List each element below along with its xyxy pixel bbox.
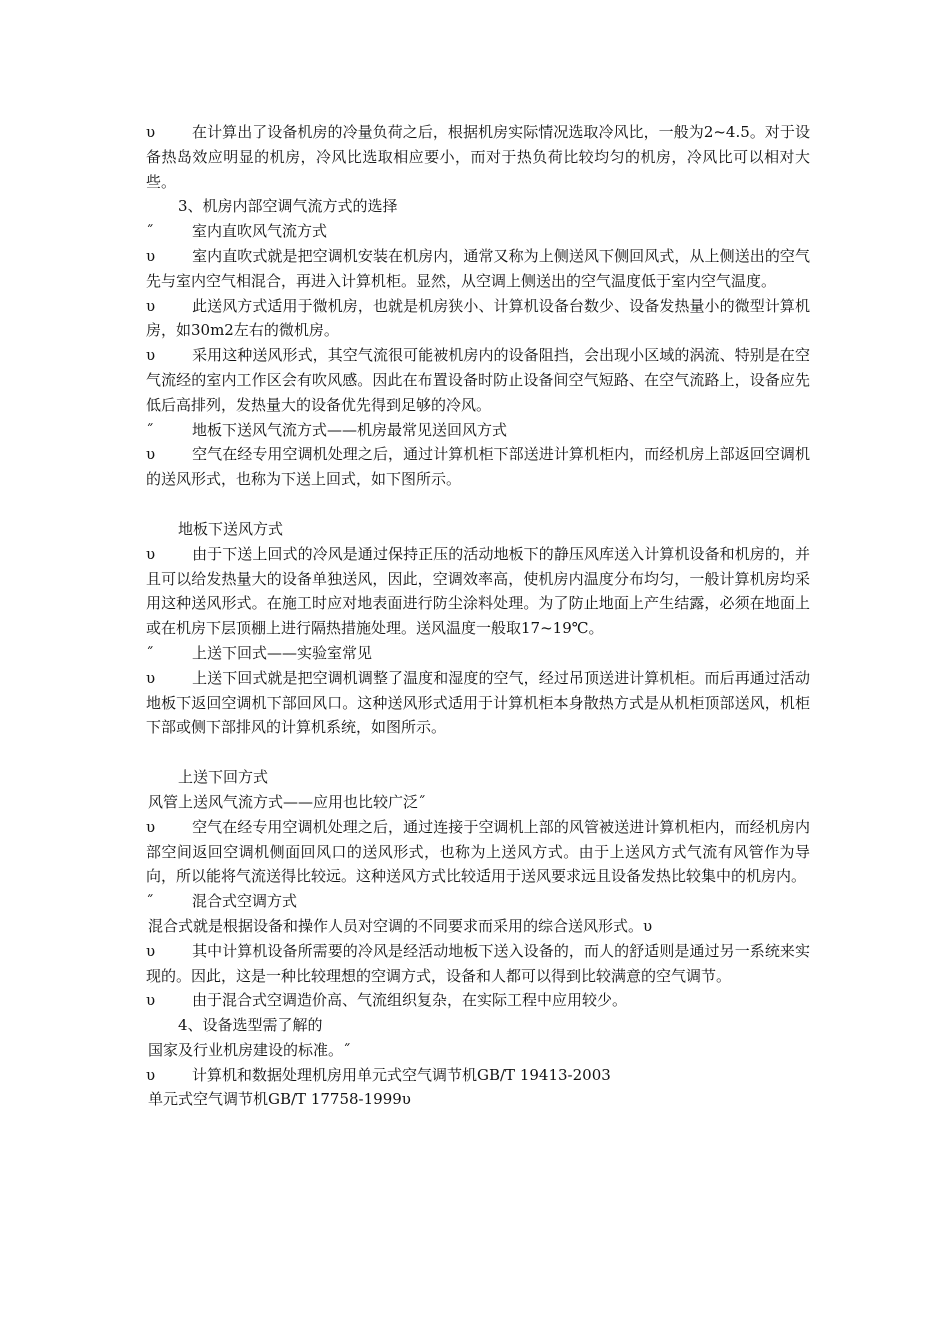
paragraph-text: 空气在经专用空调机处理之后，通过连接于空调机上部的风管被送进计算机柜内，而经机房内部空间返回空调机侧面回风口的送风形式，也称为上送风方式。由于上送风方式气流有风管作为导向，所以能将气流送得比较远。这种送风方式比较适用于送风要求远且设备发热比较集中的机房内。 <box>146 817 810 886</box>
bullet: ˝ <box>146 643 154 662</box>
bullet: ˝ <box>146 222 154 241</box>
heading-text: 3、机房内部空调气流方式的选择 <box>178 197 398 216</box>
paragraph <box>146 914 810 939</box>
heading-text: 4、设备选型需了解的 <box>178 1016 323 1035</box>
section-heading <box>146 1013 810 1038</box>
paragraph-text: 其中计算机设备所需要的冷风是经活动地板下送入设备的，而人的舒适则是通过另一系统来实现的。因此，这是一种比较理想的空调方式，设备和人都可以得到比较满意的空气调节。 <box>146 941 810 985</box>
figure-caption <box>146 765 810 790</box>
paragraph-text: 由于下送上回式的冷风是通过保持正压的活动地板下的静压风库送入计算机设备和机房的，并且可以给发热量大的设备单独送风，因此，空调效率高，使机房内温度分布均匀，一般计算机房均采用这种送风形式。在施工时应对地表面进行防尘涂料处理。为了防止地面上产生结露，必须在地面上或在机房下层顶棚上进行隔热措施处理。送风温度一般取17~19℃。 <box>146 544 810 638</box>
bullet: υ <box>146 991 156 1010</box>
paragraph <box>146 1063 810 1088</box>
bullet: υ <box>146 1065 156 1084</box>
figure-caption <box>146 517 810 542</box>
bullet: υ <box>146 296 156 315</box>
paragraph <box>146 343 810 417</box>
caption-text: 上送下回方式 <box>178 768 269 787</box>
paragraph <box>146 1087 810 1112</box>
bullet: υ <box>146 123 156 141</box>
paragraph <box>146 294 810 344</box>
heading-text: 地板下送风气流方式——机房最常见送回风方式 <box>192 420 508 439</box>
section-heading <box>146 194 810 219</box>
figure-placeholder <box>146 740 810 765</box>
figure-placeholder <box>146 492 810 517</box>
heading-text: 上送下回式——实验室常见 <box>192 643 373 662</box>
bullet: υ <box>146 544 156 563</box>
bullet: υ <box>146 668 156 687</box>
paragraph-text: 采用这种送风形式，其空气流很可能被机房内的设备阻挡，会出现小区域的涡流、特别是在空气流经的室内工作区会有吹风感。因此在布置设备时防止设备间空气短路、在空气流路上，设备应先低后高排列，发热量大的设备优先得到足够的冷风。 <box>146 346 810 414</box>
paragraph <box>146 1038 810 1063</box>
sub-heading <box>146 889 810 914</box>
paragraph-text: 室内直吹式就是把空调机安装在机房内，通常又称为上侧送风下侧回风式，从上侧送出的空气先与室内空气相混合，再进入计算机柜。显然，从空调上侧送出的空气温度低于室内空气温度。 <box>146 246 810 290</box>
bullet: υ <box>146 445 156 464</box>
bullet: υ <box>146 246 156 265</box>
sub-heading <box>146 418 810 443</box>
bullet: ˝ <box>146 892 154 911</box>
bullet: υ <box>146 817 156 836</box>
bullet: υ <box>146 941 156 960</box>
paragraph <box>146 442 810 492</box>
paragraph-text: 由于混合式空调造价高、气流组织复杂，在实际工程中应用较少。 <box>192 991 628 1010</box>
heading-text: 室内直吹风气流方式 <box>192 222 328 241</box>
paragraph-text: 国家及行业机房建设的标准。˝ <box>148 1040 351 1059</box>
paragraph-text: 计算机和数据处理机房用单元式空气调节机GB/T 19413-2003 <box>192 1065 611 1084</box>
paragraph <box>146 542 810 641</box>
paragraph-text: 混合式就是根据设备和操作人员对空调的不同要求而采用的综合送风形式。υ <box>148 916 653 935</box>
heading-text: 混合式空调方式 <box>192 892 298 911</box>
sub-heading <box>146 219 810 244</box>
heading-text: 风管上送风气流方式——应用也比较广泛˝ <box>148 792 426 811</box>
paragraph-text: 在计算出了设备机房的冷量负荷之后，根据机房实际情况选取冷风比，一般为2~4.5。对于设备热岛效应明显的机房，冷风比选取相应要小，而对于热负荷比较均匀的机房，冷风比可以相对大些。 <box>146 123 810 191</box>
paragraph <box>146 815 810 889</box>
paragraph-text: 上送下回式就是把空调机调整了温度和湿度的空气，经过吊顶送进计算机柜。而后再通过活动地板下返回空调机下部回风口。这种送风形式适用于计算机柜本身散热方式是从机柜顶部送风，机柜下部或侧下部排风的计算机系统，如图所示。 <box>146 668 810 737</box>
paragraph <box>146 988 810 1013</box>
document-body <box>146 120 810 1112</box>
sub-heading <box>146 641 810 666</box>
paragraph <box>146 244 810 294</box>
bullet: υ <box>146 346 156 365</box>
paragraph <box>146 666 810 740</box>
caption-text: 地板下送风方式 <box>178 519 284 538</box>
paragraph-text: 此送风方式适用于微机房，也就是机房狭小、计算机设备台数少、设备发热量小的微型计算机房，如30m2左右的微机房。 <box>146 296 810 340</box>
paragraph-text: 单元式空气调节机GB/T 17758-1999υ <box>148 1090 411 1109</box>
sub-heading <box>146 790 810 815</box>
paragraph <box>146 120 810 194</box>
bullet: ˝ <box>146 420 154 439</box>
paragraph <box>146 939 810 989</box>
paragraph-text: 空气在经专用空调机处理之后，通过计算机柜下部送进计算机柜内，而经机房上部返回空调机的送风形式，也称为下送上回式，如下图所示。 <box>146 445 810 489</box>
